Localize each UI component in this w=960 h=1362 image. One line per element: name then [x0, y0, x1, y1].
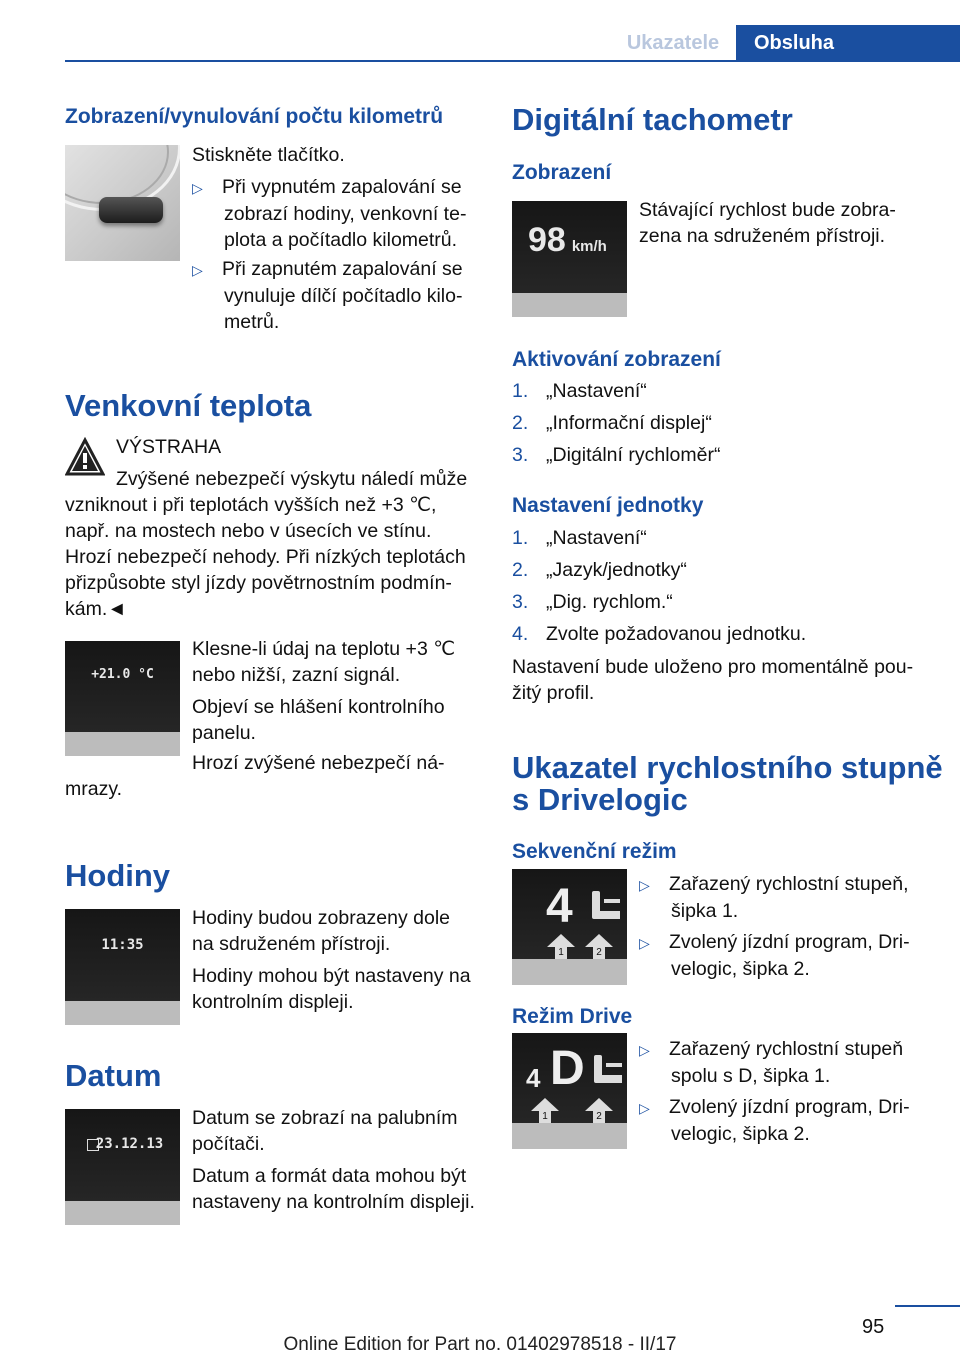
temperature-para-1: Klesne-li údaj na teplotu +3 ℃ nebo nižší, zazní signál. [192, 638, 456, 686]
drive-gear-image: 4 D 1 2 [512, 1033, 627, 1149]
odometer-bullet-1: ▷ Při vypnutém zapalování se zobrazí hodiny, venkovní te‐ plota a počítadlo kilometrů. [192, 176, 467, 251]
clock-display-image: 11:35 [65, 909, 180, 1025]
footer-divider [895, 1305, 960, 1307]
odometer-intro: Stiskněte tlačítko. [192, 144, 345, 166]
temperature-display-image: +21.0 °C [65, 641, 180, 756]
sequential-gear-image: 4 1 2 [512, 869, 627, 985]
svg-text:2: 2 [596, 1111, 602, 1122]
units-list: 1. „Nastavení“ 2. „Jazyk/jednotky“ 3. „Dig. rychlom.“ 4. Zvolte požadovanou jednotku. [512, 527, 807, 645]
header-divider [65, 60, 960, 62]
tab-label: Ukazatele [626, 31, 720, 54]
subsection-display: Zobrazení [512, 161, 612, 184]
date-para-1: Datum se zobrazí na palubním počítači. [192, 1107, 458, 1155]
sequential-bullet-2: ▷ Zvolený jízdní program, Dri‐ velogic, šipka 2. [639, 931, 910, 980]
arrow-2-icon [584, 1097, 614, 1125]
section-title-odometer: Zobrazení/vynulování počtu kilometrů [65, 105, 444, 128]
bullet-triangle-icon: ▷ [192, 180, 203, 196]
date-para-2: Datum a formát data mohou být nastaveny na kontrolním displeji. [192, 1165, 475, 1213]
sequential-bullet-1: ▷ Zařazený rychlostní stupeň, šipka 1. [639, 873, 909, 922]
drive-bullet-2: ▷ Zvolený jízdní program, Dri‐ velogic, šipka 2. [639, 1096, 910, 1145]
drive-bullet-1: ▷ Zařazený rychlostní stupeň spolu s D, šipka 1. [639, 1038, 904, 1087]
speedo-text: Stávající rychlost bude zobra‐ zena na sdruženém přístroji. [639, 199, 896, 247]
temperature-para-3a: Hrozí zvýšené nebezpečí ná‐ [192, 752, 445, 774]
section-title-date: Datum [65, 1058, 162, 1093]
reset-button-image [65, 145, 180, 261]
section-title-speedo: Digitální tachometr [512, 102, 793, 137]
subsection-sequential: Sekvenční režim [512, 840, 677, 863]
activate-list: 1. „Nastavení“ 2. „Informační displej“ 3. „Digitální rychloměr“ [512, 380, 721, 466]
temperature-para-3b: mrazy. [65, 778, 123, 800]
subsection-units: Nastavení jednotky [512, 494, 704, 517]
odometer-bullet-2: ▷ Při zapnutém zapalování se vynuluje dílčí počítadlo kilo‐ metrů. [192, 258, 463, 333]
arrow-2-icon [584, 933, 614, 961]
section-title-clock: Hodiny [65, 858, 171, 893]
bullet-triangle-icon: ▷ [192, 262, 203, 278]
svg-text:2: 2 [596, 947, 602, 958]
subsection-activate: Aktivování zobrazení [512, 348, 721, 371]
page-number: 95 [862, 1316, 885, 1338]
arrow-1-icon [546, 933, 576, 961]
clock-para-2: Hodiny mohou být nastaveny na kontrolním displeji. [192, 965, 471, 1013]
warning-text: vzniknout i při teplotách vyšších než +3 ℃, např. na mostech nebo v úsecích ve stínu. Hrozí nebezpečí nehody. Při nízkých teplotách přizpůsobte styl jízdy povětrnostním podmín‐ kám.◄ [65, 494, 466, 620]
section-title-gear: Ukazatel rychlostního stupně s Drivelogic [512, 750, 943, 817]
section-title-temperature: Venkovní teplota [65, 388, 312, 423]
date-display-image: 23.12.13 [65, 1109, 180, 1225]
edition-line: Online Edition for Part no. 01402978518 - II/17 [283, 1334, 677, 1355]
warning-label: VÝSTRAHA [116, 436, 222, 458]
subsection-drive: Režim Drive [512, 1005, 633, 1028]
tab-ukazatele[interactable] [610, 25, 736, 61]
tab-obsluha[interactable] [736, 25, 960, 61]
svg-text:1: 1 [558, 947, 564, 958]
tab-label: Obsluha [754, 31, 835, 54]
warning-line-1: Zvýšené nebezpečí výskytu náledí může [116, 468, 468, 490]
clock-para-1: Hodiny budou zobrazeny dole na sdruženém přístroji. [192, 907, 451, 955]
svg-text:1: 1 [542, 1111, 548, 1122]
warning-triangle-icon [65, 437, 105, 477]
speed-display-image: 98 km/h [512, 201, 627, 317]
units-note: Nastavení bude uloženo pro momentálně pou‐ žitý profil. [512, 656, 914, 704]
temperature-para-2: Objeví se hlášení kontrolního panelu. [192, 696, 445, 744]
arrow-1-icon [530, 1097, 560, 1125]
